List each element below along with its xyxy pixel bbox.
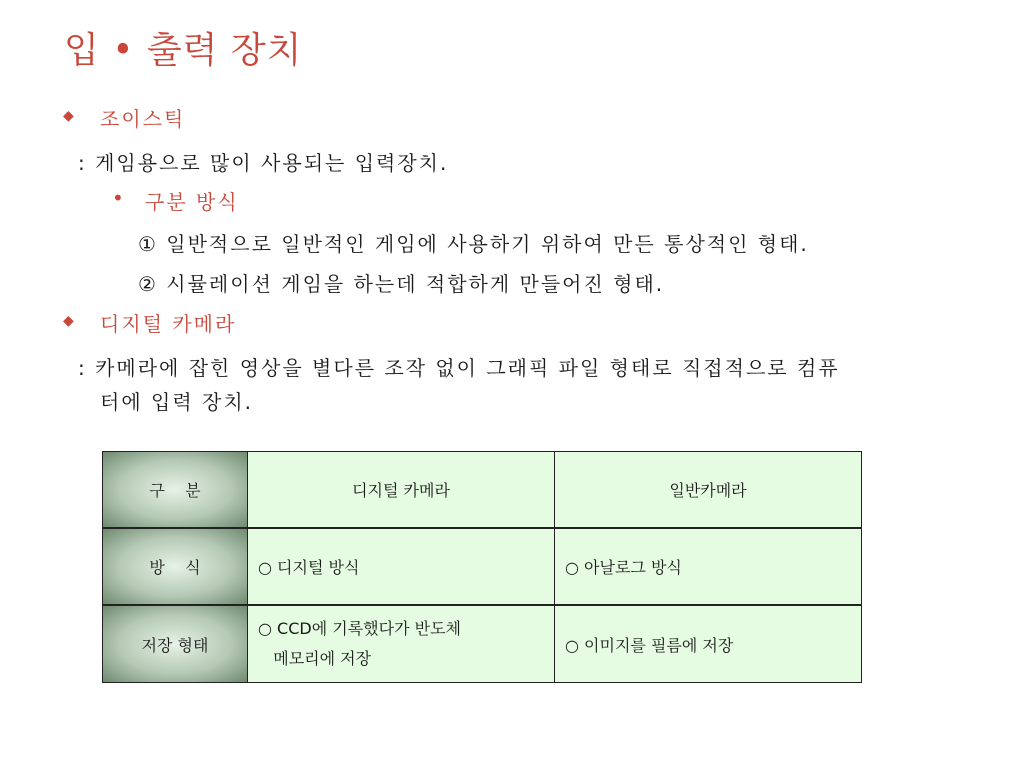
table-cell-film-method: ○ 아날로그 방식 (554, 528, 862, 605)
joystick-heading: 조이스틱 (100, 107, 186, 131)
digital-storage-line-2: 메모리에 저장 (258, 649, 372, 668)
table-row-label-storage: 저장 형태 (102, 605, 248, 683)
round-bullet-icon: • (112, 186, 124, 210)
camera-heading: 디지털 카메라 (100, 312, 237, 336)
table-row-label-method: 방 식 (102, 528, 248, 605)
diamond-bullet-icon: ◆ (63, 108, 74, 124)
camera-description-line-1: : 카메라에 잡힌 영상을 별다른 조작 없이 그래픽 파일 형태로 직접적으로 컴퓨 (78, 356, 840, 380)
classification-heading: 구분 방식 (145, 190, 239, 214)
digital-storage-line-1: ○ CCD에 기록했다가 반도체 (258, 619, 461, 638)
table-cell-digital-method: ○ 디지털 방식 (247, 528, 555, 605)
table-cell-film-storage: ○ 이미지를 필름에 저장 (554, 605, 862, 683)
table-header-digital-camera: 디지털 카메라 (247, 451, 555, 528)
joystick-description: : 게임용으로 많이 사용되는 입력장치. (78, 151, 449, 175)
diamond-bullet-icon: ◆ (63, 313, 74, 329)
table-header-film-camera: 일반카메라 (554, 451, 862, 528)
classification-item-2: ② 시뮬레이션 게임을 하는데 적합하게 만들어진 형태. (138, 272, 665, 296)
slide-title: 입 • 출력 장치 (64, 30, 303, 71)
table-header-category: 구 분 (102, 451, 248, 528)
camera-description-line-2: 터에 입력 장치. (100, 390, 253, 414)
table-cell-digital-storage (247, 605, 555, 683)
classification-item-1: ① 일반적으로 일반적인 게임에 사용하기 위하여 만든 통상적인 형태. (138, 232, 809, 256)
